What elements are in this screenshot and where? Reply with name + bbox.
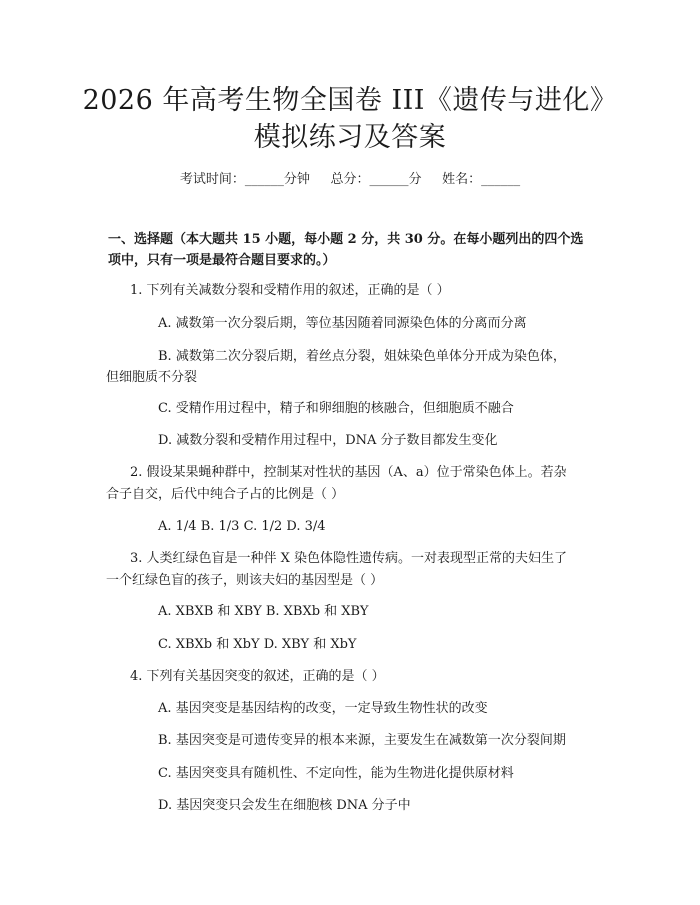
question-3-options-ab: A. XBXB 和 XBY B. XBXb 和 XBY [158,604,369,619]
section-heading-line2: 项中，只有一项是最符合题目要求的。） [108,253,336,268]
question-1-option-d: D. 减数分裂和受精作用过程中，DNA 分子数目都发生变化 [158,433,498,448]
question-1-option-b-cont: 但细胞质不分裂 [106,370,198,385]
question-4-option-b: B. 基因突变是可遗传变异的根本来源，主要发生在减数第一次分裂间期 [158,733,566,748]
question-4-option-c: C. 基因突变具有随机性、不定向性，能为生物进化提供原材料 [158,766,514,781]
question-4-option-a: A. 基因突变是基因结构的改变，一定导致生物性状的改变 [158,701,488,716]
question-1-option-b: B. 减数第二次分裂后期，着丝点分裂，姐妹染色单体分开成为染色体， [158,349,566,364]
question-3-stem-line1: 3. 人类红绿色盲是一种伴 X 染色体隐性遗传病。一对表现型正常的夫妇生了 [130,551,568,566]
page-title-line2: 模拟练习及答案 [253,122,447,153]
question-1-stem: 1. 下列有关减数分裂和受精作用的叙述，正确的是（ ） [130,283,450,298]
question-3-stem-line2: 一个红绿色盲的孩子，则该夫妇的基因型是（ ） [106,573,384,588]
exam-info: 考试时间：______分钟 总分：______分 姓名：______ [179,172,521,187]
section-heading-line1: 一、选择题（本大题共 15 小题，每小题 2 分，共 30 分。在每小题列出的四个选 [108,232,584,247]
question-4-stem: 4. 下列有关基因突变的叙述，正确的是（ ） [130,669,385,684]
question-2-options: A. 1/4 B. 1/3 C. 1/2 D. 3/4 [158,519,326,534]
question-4-option-d: D. 基因突变只会发生在细胞核 DNA 分子中 [158,798,411,813]
question-2-stem-line2: 合子自交，后代中纯合子占的比例是（ ） [106,487,345,502]
page-title-line1: 2026 年高考生物全国卷 III《遗传与进化》 [82,85,618,116]
question-3-options-cd: C. XBXb 和 XbY D. XBY 和 XbY [158,637,357,652]
question-1-option-a: A. 减数第一次分裂后期，等位基因随着同源染色体的分离而分离 [158,316,527,331]
question-1-option-c: C. 受精作用过程中，精子和卵细胞的核融合，但细胞质不融合 [158,401,514,416]
question-2-stem-line1: 2. 假设某果蝇种群中，控制某对性状的基因（A、a）位于常染色体上。若杂 [130,465,567,480]
